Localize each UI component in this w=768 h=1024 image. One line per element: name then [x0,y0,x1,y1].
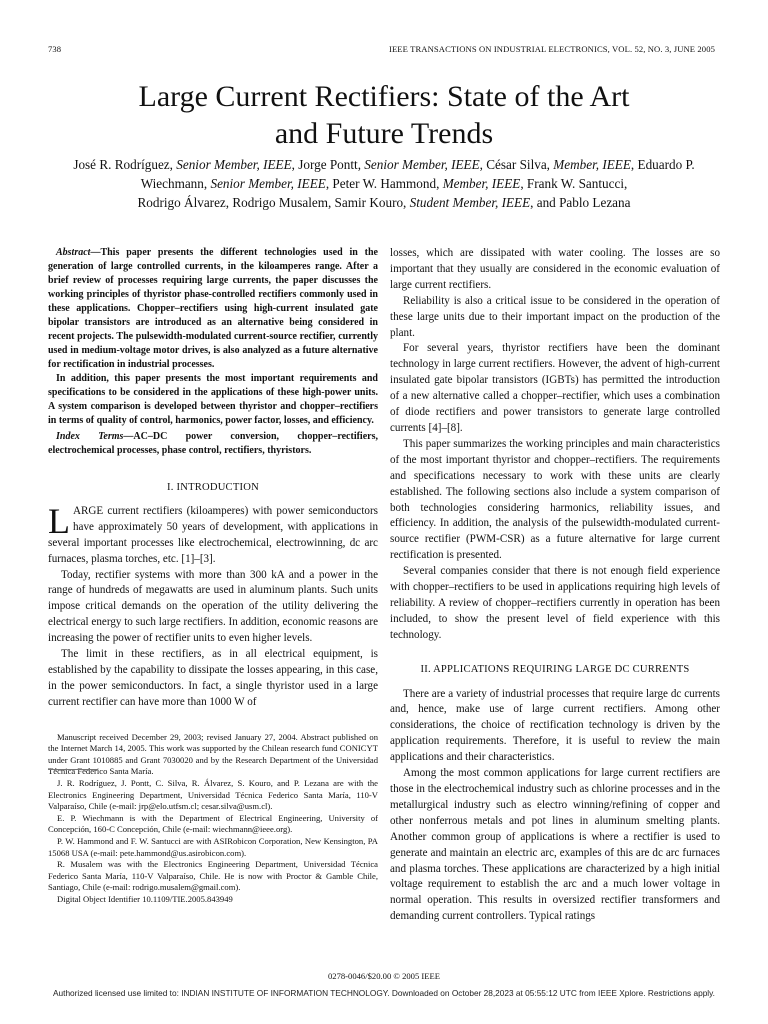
abstract-text: —This paper presents the different technologies used in the generation of large controlled currents, in the kiloamperes range. After a brief review of processes requiring large currents, the paper discusses the working principles of thyristor phase-controlled rectifiers commonly used in these applications. Chopper–rectifiers using high-current insulated gate bipolar transistors are introduced as an alternative being considered in recent projects. The pulsewidth-modulated current-source rectifier, currently used in medium-voltage motor drives, is also analyzed as a future alternative for rectification in industrial processes. [48,247,378,370]
author-list [40,155,728,212]
paragraph: For several years, thyristor rectifiers have been the dominant technology in large current rectifiers. However, the advent of high-current insulated gate bipolar transistors (IGBTs) has permitted the introduction of a new alternative called a chopper–rectifier, which uses a combination of diode rectifiers and power transistors to generate large controlled currents [4]–[8]. [390,342,720,434]
heading-small-caps: URRENTS [639,663,690,675]
intro-paragraph-1 [48,500,378,568]
paragraph: Several companies consider that there is not enough field experience with chopper–rectifiers to be used in applications requiring high levels of reliability. A review of chopper–rectifiers currently in operation has been included, to show the present level of field experience with this technology. [390,565,720,641]
journal-header: IEEE TRANSACTIONS ON INDUSTRIAL ELECTRONICS, VOL. 52, NO. 3, JUNE 2005 [389,44,715,54]
author-role: Senior Member, IEEE [176,157,292,172]
paragraph: losses, which are dissipated with water cooling. The losses are so important that they usually are considered in the economic evaluation of large current rectifiers. [390,247,720,291]
footnote: R. Musalem was with the Electronics Engineering Department, Universidad Técnica Federico Santa María, 110-V Valparaíso, Chile. He is now with Proctor & Gamble Chile, Santiago, Chile (e-mail: rodrigo.musalem@gmail.com). [48,859,378,893]
footnote-doi: Digital Object Identifier 10.1109/TIE.2005.843949 [57,894,233,904]
copyright-code: 0278-0046/$20.00 © 2005 IEEE [327,971,441,981]
intro-paragraph-3: The limit in these rectifiers, as in all electrical equipment, is established by the capability to dissipate the losses appearing, in this case, in the power semiconductors. In fact, a single thyristor used in a large current rectifier can have more than 1000 W of [48,648,378,708]
footnote-rule [48,769,98,770]
author-role: Senior Member, IEEE [210,176,326,191]
page-number: 738 [48,44,62,54]
abstract-label: Abstract [56,247,91,258]
author-name: , Eduardo P. Wiechmann, [140,157,695,191]
paragraph: This paper summarizes the working principles and main characteristics of the most important thyristor and chopper–rectifiers. The requirements and specifications necessary to work with these units are clearly established. The following sections also include a system comparison of both technologies considering harmonics, reliability issues, and efficiency. In addition, the analysis of the pulsewidth-modulated current-source rectifier (PWM-CSR) as a future alternative for large current rectification is presented. [390,437,720,562]
paragraph: Reliability is also a critical issue to be considered in the operation of these large units due to their important impact on the production of the plant. [390,294,720,339]
heading-small-caps: EQUIRING [519,663,576,675]
index-terms-text: —AC–DC power conversion, chopper–rectifiers, electrochemical processes, phase control, rectifiers, thyristors. [48,431,378,456]
heading-small-caps: ARGE [582,663,615,675]
author-role: Senior Member, IEEE [364,157,480,172]
author-role: Member, IEEE [442,176,521,191]
footnote: E. P. Wiechmann is with the Department of Electrical Engineering, University of Concepción, 160-C Concepción, Chile (e-mail: wiechmann@ieee.org). [48,812,378,835]
heading-cap: R [512,663,520,675]
author-role: Member, IEEE [553,157,631,172]
author-name: José R. Rodríguez, [73,157,177,172]
heading-cap: DC C [614,663,640,675]
author-name: , Frank W. Santucci, [520,176,628,191]
title-line-1: Large Current Rectifiers: State of the Art [138,80,630,113]
authorized-use-notice: Authorized licensed use limited to: INDIAN INSTITUTE OF INFORMATION TECHNOLOGY. Downloaded on October 28,2023 at 05:55:12 UTC from IEEE Xplore. Restrictions apply. [52,988,715,998]
author-role: Student Member, IEEE [409,195,531,210]
section-numeral: I. [167,482,177,493]
author-name: , and Pablo Lezana [530,195,631,210]
footnote: J. R. Rodríguez, J. Pontt, C. Silva, R. Álvarez, S. Kouro, and P. Lezana are with the Electronics Engineering Department, Universidad Técnica Federico Santa María, 110-V Valparaíso, Chile (e-mail: jrp@elo.utfsm.cl; cesar.silva@usm.cl). [48,778,378,812]
section-heading-applications [390,662,720,678]
drop-cap: L [48,500,70,541]
section-heading-cap: I [176,482,181,493]
author-name: , Peter W. Hammond, [325,176,443,191]
index-terms [48,430,378,458]
footnote: P. W. Hammond and F. W. Santucci are with ASIRobicon Corporation, New Kensington, PA 15068 USA (e-mail: pete.hammond@us.asirobicon.com). [48,836,378,858]
title-line-2: and Future Trends [274,117,494,150]
section-heading-rest: NTRODUCTION [180,482,259,493]
index-terms-label: Index Terms [56,431,124,442]
right-column [390,246,720,925]
heading-cap: L [575,663,583,675]
paragraph: Among the most common applications for large current rectifiers are those in the electrochemical industry such as chlorine processes and in the metallurgical industry such as electro winning/refining of copper and other nonferrous metals and pot lines in aluminum smelting plants. Another common group of applications is where a rectifier is used to generate and maintain an electric arc, examples of this are dc arc furnaces and plasma torches. These applications are characterized by a high initial voltage requirement to establish the arc and a much lower voltage in normal operation. This results in oversized rectifier transformers and demanding current controllers. Typical ratings [390,767,720,923]
footnotes [48,732,378,906]
heading-small-caps: PPLICATIONS [440,663,513,675]
heading-cap: A [433,663,441,675]
paragraph-text: ARGE current rectifiers (kiloamperes) with power semiconductors have approximately 50 years of development, with applications in several important processes like electrochemical, electrowinning, dc arc furnaces, plasma torches, etc. [1]–[3]. [48,504,378,565]
abstract [48,246,378,372]
section-numeral: II. [420,663,434,675]
author-name: , Jorge Pontt, [291,157,365,172]
paper-title [0,78,768,152]
footnote: Manuscript received December 29, 2003; revised January 27, 2004. Abstract published on the Internet March 14, 2005. This work was supported by the Chilean research fund CONICYT under Grant 1010885 and Grant 7030020 and by the Research Department of the Universidad Técnica Federico Santa María. [48,731,378,777]
author-name: Rodrigo Álvarez, Rodrigo Musalem, Samir Kouro, [137,195,410,210]
section-heading-introduction [48,480,378,496]
author-name: , César Silva, [479,157,554,172]
paragraph: There are a variety of industrial processes that require large dc currents and, hence, make use of large current rectifiers. Among other considerations, the choice of rectification technology is driven by the application requirements. Therefore, it is useful to review the main applications and their characteristics. [390,687,720,764]
intro-paragraph-2: Today, rectifier systems with more than 300 kA and a power in the range of hundreds of megawatts are used in aluminum plants. Such units impose critical demands on the operation of the utility delivering the electrical energy to such large rectifiers. In addition, economic reasons are increasing the power of rectifier units to even higher levels. [48,568,378,645]
abstract-paragraph-2: In addition, this paper presents the most important requirements and specifications to be considered in the applications of these high-power units. A system comparison is developed between thyristor and chopper–rectifiers in terms of quality of control, harmonics, power factor, losses, and efficiency. [48,373,378,426]
left-column [48,246,378,906]
